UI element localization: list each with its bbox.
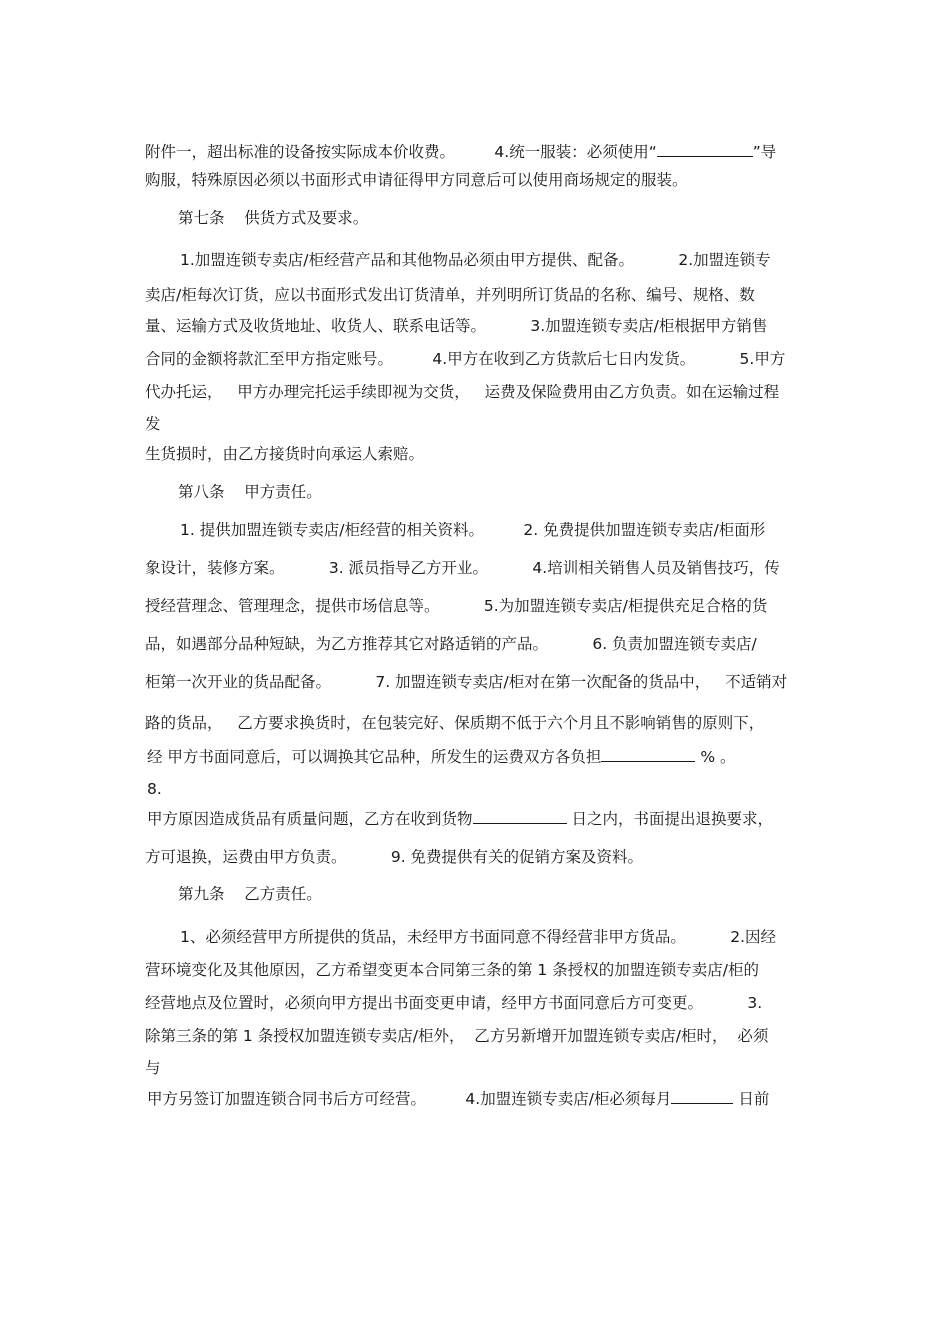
paragraph-line: 经 甲方书面同意后，可以调换其它品种，所发生的运费双方各负担 % 。	[147, 748, 736, 766]
paragraph-line: 生货损时，由乙方接货时向承运人索赔。	[145, 445, 425, 463]
paragraph-line: 柜第一次开业的货品配备。 7. 加盟连锁专卖店/柜对在第一次配备的货品中， 不适销对	[145, 673, 788, 691]
paragraph-line: 8.	[147, 780, 162, 798]
section-heading: 第七条 供货方式及要求。	[178, 209, 369, 227]
paragraph-line: 代办托运， 甲方办理完托运手续即视为交货， 运费及保险费用由乙方负责。如在运输过程	[145, 383, 780, 401]
paragraph-line: 象设计，装修方案。 3. 派员指导乙方开业。 4.培训相关销售人员及销售技巧，传	[145, 559, 780, 577]
paragraph-line: 经营地点及位置时，必须向甲方提出书面变更申请，经甲方书面同意后方可变更。 3.	[145, 994, 763, 1012]
blank-underline	[671, 1088, 733, 1104]
paragraph-line: 发	[145, 415, 161, 433]
blank-underline	[657, 141, 753, 157]
paragraph-line: 1. 提供加盟连锁专卖店/柜经营的相关资料。 2. 免费提供加盟连锁专卖店/柜面形	[180, 521, 766, 539]
paragraph-line: 除第三条的第 1 条授权加盟连锁专卖店/柜外， 乙方另新增开加盟连锁专卖店/柜时， 必须	[145, 1027, 769, 1045]
paragraph-line: 量、运输方式及收货地址、收货人、联系电话等。 3.加盟连锁专卖店/柜根据甲方销售	[145, 317, 768, 335]
section-heading: 第八条 甲方责任。	[178, 483, 322, 501]
paragraph-line: 路的货品， 乙方要求换货时，在包装完好、保质期不低于六个月且不影响销售的原则下，	[145, 714, 765, 732]
paragraph-line: 附件一，超出标准的设备按实际成本价收费。 4.统一服装：必须使用“ ”导	[145, 143, 777, 161]
paragraph-line: 甲方另签订加盟连锁合同书后方可经营。 4.加盟连锁专卖店/柜必须每月 日前	[147, 1090, 770, 1108]
paragraph-line: 购服，特殊原因必须以书面形式申请征得甲方同意后可以使用商场规定的服装。	[145, 171, 688, 189]
blank-underline	[601, 746, 695, 762]
paragraph-line: 1.加盟连锁专卖店/柜经营产品和其他物品必须由甲方提供、配备。 2.加盟连锁专	[180, 251, 771, 269]
paragraph-line: 卖店/柜每次订货，应以书面形式发出订货清单，并列明所订货品的名称、编号、规格、数	[145, 286, 755, 304]
paragraph-line: 营环境变化及其他原因，乙方希望变更本合同第三条的第 1 条授权的加盟连锁专卖店/柜的	[145, 961, 759, 979]
paragraph-line: 方可退换，运费由甲方负责。 9. 免费提供有关的促销方案及资料。	[145, 848, 644, 866]
paragraph-line: 1、必须经营甲方所提供的货品，未经甲方书面同意不得经营非甲方货品。 2.因经	[180, 928, 776, 946]
paragraph-line: 授经营理念、管理理念，提供市场信息等。 5.为加盟连锁专卖店/柜提供充足合格的货	[145, 597, 768, 615]
paragraph-line: 品，如遇部分品种短缺，为乙方推荐其它对路适销的产品。 6. 负责加盟连锁专卖店/	[145, 635, 757, 653]
section-heading: 第九条 乙方责任。	[178, 885, 322, 903]
blank-underline	[473, 808, 567, 824]
paragraph-line: 合同的金额将款汇至甲方指定账号。 4.甲方在收到乙方货款后七日内发货。 5.甲方	[145, 350, 786, 368]
paragraph-line: 甲方原因造成货品有质量问题，乙方在收到货物 日之内，书面提出退换要求，	[147, 810, 773, 828]
paragraph-line: 与	[145, 1059, 161, 1077]
